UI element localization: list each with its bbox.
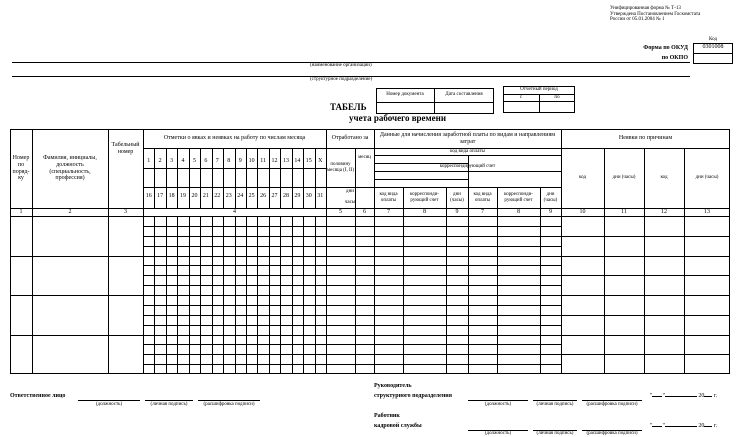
head-signature-caption: (личная подпись) — [536, 402, 574, 407]
doc-number-label: Номер документа — [386, 92, 424, 97]
head-position-line[interactable] — [468, 400, 528, 401]
colnum-11: 11 — [621, 208, 627, 215]
acct-header: корреспондирующий счет — [439, 164, 496, 170]
colnum-12: 12 — [661, 208, 667, 215]
dept-caption: (структурное подразделение) — [310, 77, 373, 82]
form-line-2: Утверждена Постановлением Госкомстата — [610, 11, 701, 17]
sub-acct-1: корреспонди-рующий счет — [410, 192, 439, 203]
doc-date-label: Дата составления — [445, 92, 483, 97]
colnum-6: 6 — [363, 208, 366, 215]
day-label-Х: Х — [318, 158, 323, 165]
colnum-7b: 7 — [481, 208, 484, 215]
sub-days-hours-2: дни (часы) — [543, 192, 558, 203]
okud-label: Форма по ОКУД — [643, 45, 688, 51]
day-label-29: 29 — [294, 192, 301, 199]
head-decode-caption: (расшифровка подписи) — [586, 402, 638, 407]
colnum-9a: 9 — [455, 208, 459, 215]
day-label-3: 3 — [170, 158, 174, 165]
period-from-label: с — [519, 95, 523, 100]
day-label-6: 6 — [204, 158, 208, 165]
colnum-1: 1 — [19, 208, 23, 215]
day-label-31: 31 — [317, 192, 324, 199]
head-decode-line[interactable] — [582, 400, 642, 401]
pay-code-header: код вида оплаты — [450, 148, 485, 154]
day-label-15: 15 — [305, 158, 312, 165]
day-label-20: 20 — [191, 192, 198, 199]
day-label-12: 12 — [271, 158, 278, 165]
abs-days-1: дни (часы) — [612, 175, 636, 181]
hr-decode-caption: (расшифровка подписи) — [586, 431, 638, 436]
day-label-13: 13 — [282, 158, 289, 165]
col-num-header: Номер по поряд-ку — [12, 155, 30, 182]
day-label-2: 2 — [158, 158, 162, 165]
colnum-8a: 8 — [423, 208, 426, 215]
day-label-11: 11 — [260, 158, 266, 165]
colnum-13: 13 — [704, 208, 710, 215]
day-label-7: 7 — [215, 158, 219, 165]
half-month-header: половину месяца (I, II) — [327, 162, 354, 173]
period-to-field[interactable] — [539, 101, 575, 113]
period-label: Отчетный период — [520, 87, 558, 92]
col-name-header: Фамилия, инициалы, должность (специальность, профессия) — [43, 155, 97, 182]
colnum-2: 2 — [68, 208, 72, 215]
day-label-26: 26 — [260, 192, 267, 199]
hr-label-2: кадровой службы — [374, 423, 422, 429]
responsible-signature-caption: (личная подпись) — [150, 402, 188, 407]
colnum-8b: 8 — [517, 208, 520, 215]
day-label-30: 30 — [305, 192, 312, 199]
worked-hours-label: часы — [344, 199, 356, 205]
period-to-label: по — [554, 95, 560, 100]
head-label-2: структурного подразделения — [374, 393, 452, 399]
day-label-8: 8 — [227, 158, 231, 165]
sub-pay-code-2: код вида оплаты — [473, 192, 492, 203]
day-label-22: 22 — [214, 192, 221, 199]
title-tabel: ТАБЕЛЬ — [330, 102, 367, 112]
abs-code-1: код — [578, 175, 587, 181]
col-marks-header: Отметки о явках и неявках на работу по числам месяца — [163, 135, 306, 142]
form-approval — [610, 6, 735, 23]
day-label-17: 17 — [157, 192, 164, 199]
org-caption: (наименование организации) — [310, 63, 372, 68]
okud-code: 0301008 — [702, 44, 724, 50]
absence-header: Неявки по причинам — [618, 135, 673, 142]
sub-days-hours-1: дни (часы) — [450, 192, 464, 203]
day-label-10: 10 — [248, 158, 255, 165]
hr-position-caption: (должность) — [484, 431, 512, 436]
title-subtitle: учета рабочего времени — [349, 113, 447, 123]
worked-days-label: дни — [346, 189, 354, 195]
hr-signature-caption: (личная подпись) — [536, 431, 574, 436]
sub-pay-code-1: код вида оплаты — [379, 192, 398, 203]
responsible-label: Ответственное лицо — [10, 393, 66, 399]
day-label-9: 9 — [238, 158, 242, 165]
day-label-1: 1 — [147, 158, 151, 165]
colnum-4: 4 — [233, 208, 236, 215]
hr-label-1: Работник — [374, 413, 400, 419]
day-label-4: 4 — [181, 158, 185, 165]
head-date: " " 20 г. — [650, 393, 718, 399]
form-line-1: Унифицированная форма № Т-13 — [610, 6, 681, 11]
payroll-header: Данные для начисления заработной платы по видам и направлениям затрат — [379, 131, 556, 145]
head-position-caption: (должность) — [484, 402, 512, 407]
day-label-18: 18 — [168, 192, 175, 199]
hr-date: " " 20 г. — [650, 423, 718, 429]
abs-days-2: дни (часы) — [695, 175, 719, 181]
colnum-7a: 7 — [387, 208, 390, 215]
month-header: месяц — [358, 155, 371, 161]
period-from-field[interactable] — [503, 101, 539, 113]
abs-code-2: код — [660, 175, 668, 181]
sub-acct-2: корреспонди-рующий счет — [504, 192, 533, 203]
day-label-14: 14 — [294, 158, 301, 165]
responsible-decode-line[interactable] — [198, 400, 260, 401]
day-label-28: 28 — [282, 192, 289, 199]
day-label-19: 19 — [179, 192, 186, 199]
colnum-3: 3 — [124, 208, 127, 215]
day-label-23: 23 — [225, 192, 232, 199]
worked-header: Отработано за — [331, 135, 369, 142]
responsible-decode-caption: (расшифровка подписи) — [203, 402, 255, 407]
day-label-16: 16 — [145, 192, 152, 199]
day-label-25: 25 — [248, 192, 255, 199]
responsible-signature-line[interactable] — [145, 400, 193, 401]
day-label-24: 24 — [237, 192, 244, 199]
col-tab-header: Табельный номер — [111, 142, 140, 155]
code-label: Код — [709, 37, 717, 42]
colnum-5: 5 — [339, 208, 342, 215]
colnum-9b: 9 — [549, 208, 552, 215]
head-signature-line[interactable] — [533, 400, 577, 401]
day-label-5: 5 — [192, 158, 196, 165]
head-label-1: Руководитель — [374, 383, 412, 389]
responsible-position-line[interactable] — [78, 400, 140, 401]
form-line-3: России от 05.01.2004 № 1 — [610, 17, 665, 22]
day-label-27: 27 — [271, 192, 278, 199]
okpo-label: по ОКПО — [661, 55, 688, 61]
colnum-10: 10 — [579, 208, 586, 215]
responsible-position-caption: (должность) — [95, 402, 123, 407]
day-label-21: 21 — [202, 192, 209, 199]
